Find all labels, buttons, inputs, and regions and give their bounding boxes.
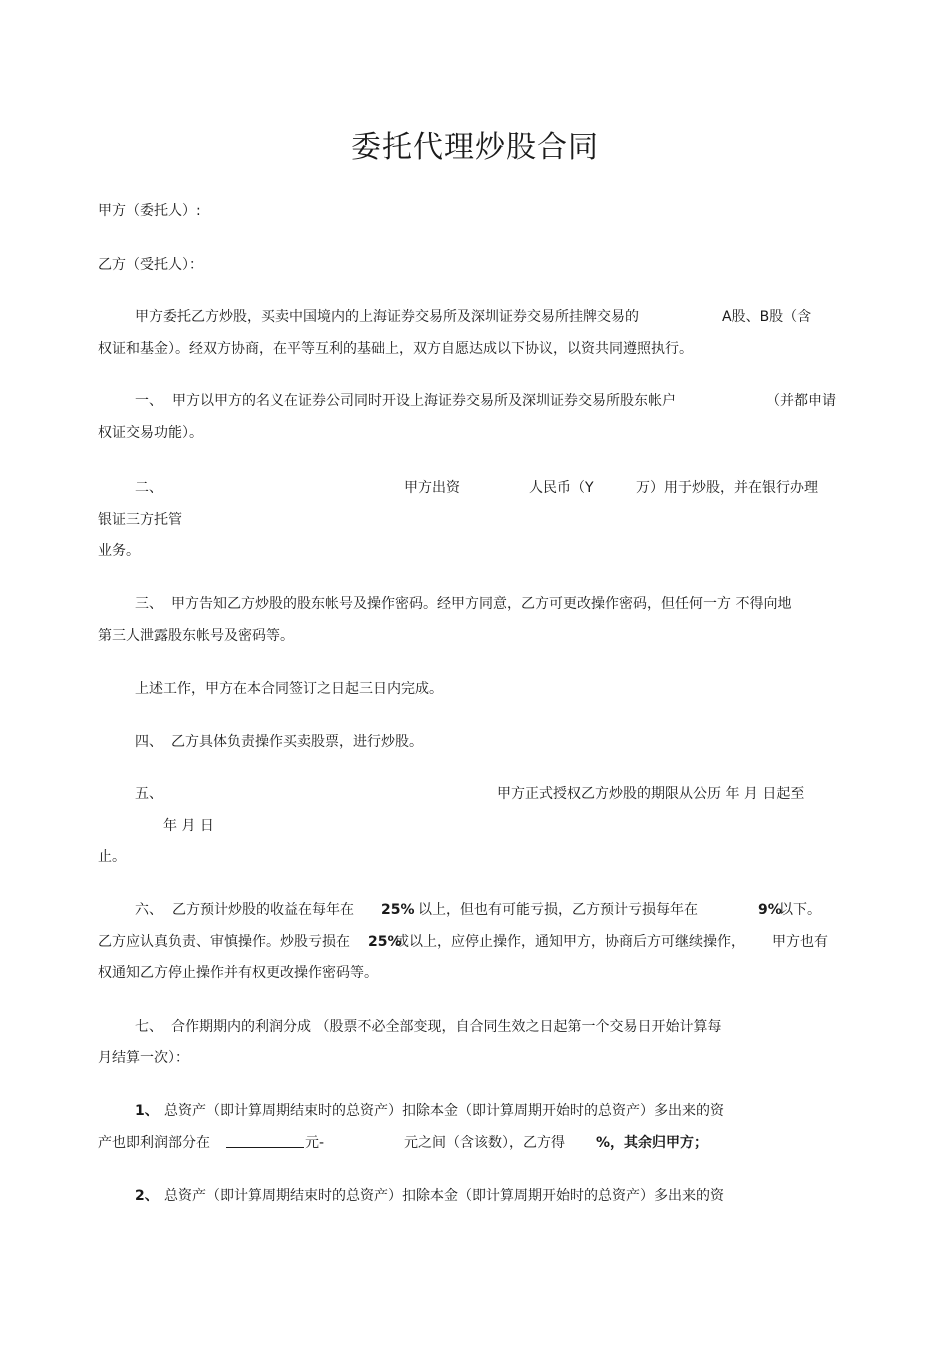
clause-6-loss-rate: 9%	[758, 902, 782, 918]
clause-6-line-1-a: 乙方预计炒股的收益在每年在	[172, 902, 354, 918]
intro-line-2: 权证和基金）。经双方协商，在平等互利的基础上，双方自愿达成以下协议，以资共同遵照执行。	[98, 341, 693, 357]
clause-7-number: 七、	[135, 1019, 163, 1035]
subclause-1-line-2-b: 元-	[305, 1135, 325, 1151]
clause-6-profit-rate: 25%	[381, 902, 415, 918]
clause-1-number: 一、	[135, 393, 163, 409]
clause-2-line-3: 业务。	[98, 543, 140, 559]
subclause-1-number: 1、	[135, 1103, 159, 1119]
clause-6-line-3: 权通知乙方停止操作并有权更改操作密码等。	[98, 965, 378, 981]
clause-5-line-1: 甲方正式授权乙方炒股的期限从公历 年 月 日起至	[497, 786, 805, 802]
clause-6-line-1-c: 以上，但也有可能亏损，乙方预计亏损每年在	[418, 902, 698, 918]
subclause-1-line-1: 总资产（即计算周期结束时的总资产）扣除本金（即计算周期开始时的总资产）多出来的资	[164, 1103, 724, 1119]
clause-1-line-2: 权证交易功能）。	[98, 425, 203, 441]
subclause-1-line-2-d: %，其余归甲方；	[596, 1135, 709, 1151]
clause-3-number: 三、	[135, 596, 163, 612]
clause-3-note: 上述工作，甲方在本合同签订之日起三日内完成。	[135, 681, 443, 697]
clause-1-line-1-tail: （并都申请	[766, 393, 836, 409]
clause-6-stop-rate: 25%	[368, 934, 402, 950]
clause-6-line-2-c: 或以上，应停止操作，通知甲方，协商后方可继续操作，	[395, 934, 745, 950]
clause-4-number: 四、	[135, 734, 163, 750]
clause-4-text: 乙方具体负责操作买卖股票，进行炒股。	[171, 734, 423, 750]
clause-6-line-1-e: 以下。	[779, 902, 821, 918]
clause-6-line-2-d: 甲方也有	[772, 934, 828, 950]
clause-6-line-2-a: 乙方应认真负责、审慎操作。炒股亏损在	[98, 934, 350, 950]
clause-2-line-2: 银证三方托管	[98, 512, 182, 528]
subclause-2-number: 2、	[135, 1188, 159, 1204]
clause-1-line-1: 甲方以甲方的名义在证券公司同时开设上海证券交易所及深圳证券交易所股东帐户	[172, 393, 676, 409]
document-title: 委托代理炒股合同	[351, 130, 599, 165]
clause-2-part-3: 万）用于炒股，并在银行办理	[636, 480, 818, 496]
clause-5-number: 五、	[135, 786, 163, 802]
clause-7-line-1: 合作期期内的利润分成 （股票不必全部变现，自合同生效之日起第一个交易日开始计算每	[171, 1019, 722, 1035]
clause-3-line-1: 甲方告知乙方炒股的股东帐号及操作密码。经甲方同意，乙方可更改操作密码，但任何一方 不得向地	[171, 596, 792, 612]
clause-2-number: 二、	[135, 480, 163, 496]
subclause-2-line-1: 总资产（即计算周期结束时的总资产）扣除本金（即计算周期开始时的总资产）多出来的资	[164, 1188, 724, 1204]
clause-5-line-3: 止。	[98, 849, 126, 865]
clause-2-part-2: 人民币（Y	[529, 480, 594, 496]
subclause-1-line-2-c: 元之间（含该数），乙方得	[404, 1135, 565, 1151]
clause-5-line-2: 年 月 日	[163, 818, 214, 834]
party-a-label: 甲方（委托人）:	[98, 203, 201, 219]
clause-6-number: 六、	[135, 902, 163, 918]
subclause-1-line-2-a: 产也即利润部分在	[98, 1135, 210, 1151]
clause-7-line-2: 月结算一次）：	[98, 1050, 189, 1066]
intro-line-1: 甲方委托乙方炒股，买卖中国境内的上海证券交易所及深圳证券交易所挂牌交易的	[135, 309, 639, 325]
subclause-1-amount-blank[interactable]	[226, 1134, 304, 1153]
clause-2-part-1: 甲方出资	[404, 480, 460, 496]
party-b-label: 乙方（受托人）：	[98, 257, 203, 273]
intro-line-1-tail: A股、B股（含	[722, 309, 812, 325]
clause-3-line-2: 第三人泄露股东帐号及密码等。	[98, 628, 294, 644]
